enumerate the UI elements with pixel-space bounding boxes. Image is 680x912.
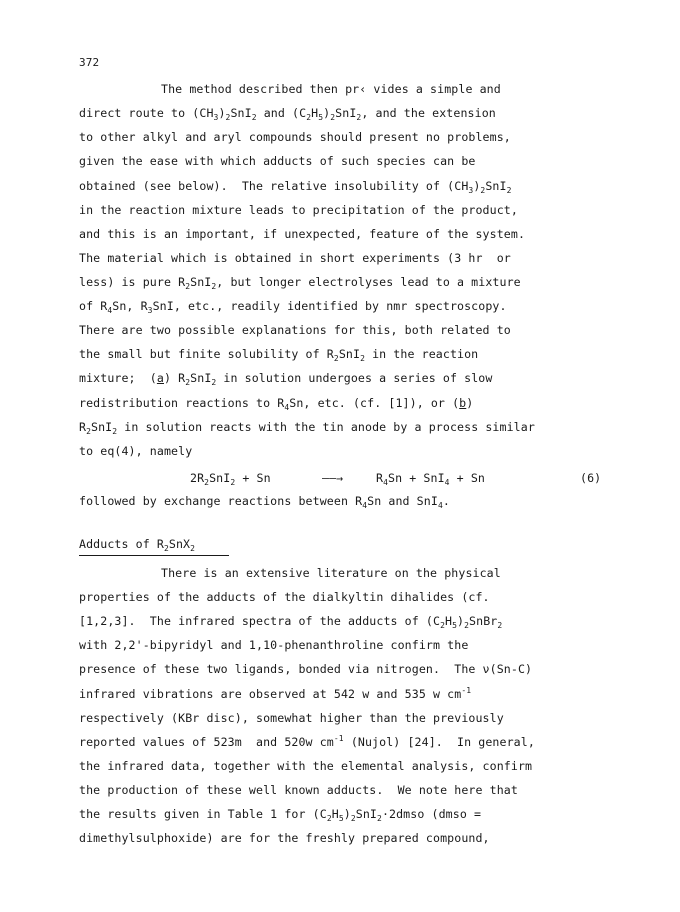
equation-right-side: $R_4Sn + SnI_4 + Sn$ [376, 471, 485, 487]
equation-left-side: $2R_2SnI_2 + Sn$ [190, 471, 271, 487]
reaction-arrow-icon: ——→ [322, 471, 344, 485]
text-line: presence of these two ligands, bonded via nitrogen. The ν(Sn-C) [79, 662, 533, 676]
heading-underline [79, 555, 229, 556]
page-number: 372 [79, 56, 100, 69]
text-line: There is an extensive literature on the physical [161, 566, 501, 580]
text-line: obtained (see below). The relative insolubility of $(CH_3)_2SnI_2$ [79, 179, 512, 195]
text-line: direct route to $(CH_3)_2SnI_2$ and $(C_2H_5)_2SnI_2$, and the extension [79, 106, 496, 122]
text-line: and this is an important, if unexpected, feature of the system. [79, 227, 526, 241]
text-line: to eq(4), namely [79, 444, 193, 458]
text-line: $R_2SnI_2$ in solution reacts with the tin anode by a process similar [79, 420, 535, 436]
text-line: less) is pure $R_2SnI_2$, but longer electrolyses lead to a mixture [79, 275, 521, 291]
text-line: with 2,2'-bipyridyl and 1,10-phenanthroline confirm the [79, 638, 469, 652]
text-line: respectively (KBr disc), somewhat higher than the previously [79, 711, 504, 725]
text-line: [1,2,3]. The infrared spectra of the adducts of $(C_2H_5)_2SnBr_2$ [79, 614, 503, 630]
text-line: The method described then pr‹ vides a simple and [161, 82, 501, 96]
section-heading: Adducts of $R_2SnX_2$ [79, 537, 196, 553]
text-line: reported values of 523m and 520w $cm^{-1}$ (Nujol) [24]. In general, [79, 734, 535, 749]
text-line: given the ease with which adducts of such species can be [79, 154, 476, 168]
text-line: mixture; (a) $R_2SnI_2$ in solution undergoes a series of slow [79, 371, 493, 387]
text-line: the infrared data, together with the elemental analysis, confirm [79, 759, 533, 773]
text-line: the small but finite solubility of $R_2SnI_2$ in the reaction [79, 347, 479, 363]
text-line: followed by exchange reactions between $R_4Sn$ and SnI$_4$. [79, 494, 450, 510]
text-line: redistribution reactions to $R_4Sn$, etc. (cf. [1]), or (b) [79, 396, 474, 412]
text-line: infrared vibrations are observed at 542 w and 535 w $cm^{-1}$ [79, 686, 472, 701]
text-line: properties of the adducts of the dialkyltin dihalides (cf. [79, 590, 490, 604]
text-line: the results given in Table 1 for $(C_2H_5)_2SnI_2\cdot 2dmso$ (dmso = [79, 807, 482, 823]
text-line: to other alkyl and aryl compounds should present no problems, [79, 130, 511, 144]
text-line: There are two possible explanations for this, both related to [79, 323, 511, 337]
text-line: The material which is obtained in short experiments (3 hr or [79, 251, 511, 265]
text-line: dimethylsulphoxide) are for the freshly prepared compound, [79, 831, 490, 845]
text-line: of $R_4Sn$, $R_3SnI$, etc., readily identified by nmr spectroscopy. [79, 299, 507, 315]
text-line: the production of these well known adducts. We note here that [79, 783, 518, 797]
text-line: in the reaction mixture leads to precipitation of the product, [79, 203, 518, 217]
equation-number: (6) [580, 471, 602, 485]
